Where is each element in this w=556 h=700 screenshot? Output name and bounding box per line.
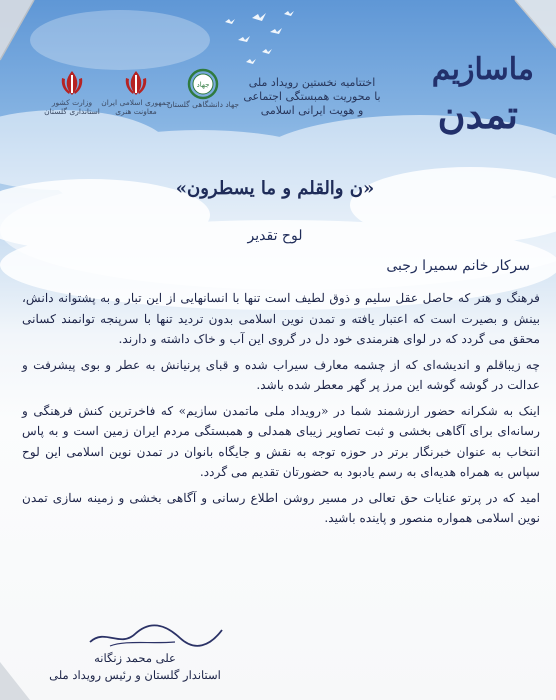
event-subtitle — [242, 76, 382, 118]
handwritten-signature — [80, 620, 230, 652]
flying-birds — [225, 11, 294, 64]
jihad-daneshgahi-logo: جهاد جهاد دانشگاهی گلستان — [166, 68, 240, 109]
certificate-heading: لوح تقدیر — [247, 228, 303, 244]
body-paragraph: چه زیباقلم و اندیشه‌ای که از چشمه معارف سیراب شده و قبای پرنیانش به عطر و بوی پیشرفت و عدالت در گوشه گوشه این مرز پر گهر معطر شده باشد. — [22, 357, 540, 392]
brand-word-2: تمدن — [437, 92, 518, 137]
opening-verse: «ن والقلم و ما یسطرون» — [175, 178, 375, 199]
event-subtitle-line: و هویت ایرانی اسلامی — [260, 104, 364, 117]
signer-block — [40, 650, 230, 684]
certificate-body — [22, 288, 540, 534]
svg-text:جهاد: جهاد — [196, 81, 210, 89]
body-paragraph: اینک به شکرانه حضور ارزشمند شما در «رویداد ملی ماتمدن سازیم» که فاخرترین کنش فرهنگی و رسانه‌ای برای آگاهی بخشی و ثبت تصاویر زیبای همدلی و همبستگی مردم ایران زمین است و به پاس انتخاب به عنوان خبرنگار برتر در حوزه توجه به نقش و جایگاه بانوان در تمدن نوین اسلامی این لوح سپاس به همراه هدیه‌ای به رسم یادبود به حضورتان تقدیم می گردد. — [22, 403, 540, 479]
body-paragraph: امید که در پرتو عنایات حق تعالی در مسیر روشن اطلاع رسانی و آگاهی بخشی و زمینه سازی تمدن نوین اسلامی همواره منصور و پاینده باشید. — [22, 490, 540, 525]
event-subtitle-line: اختتامیه نخستین رویداد ملی — [248, 76, 376, 89]
signer-title: استاندار گلستان و رئیس رویداد ملی — [49, 668, 221, 682]
recipient-name: سرکار خانم سمیرا رجبی — [386, 258, 530, 274]
governorate-logo: جمهوری اسلامی ایران معاونت هنری — [101, 68, 171, 116]
brand-word-1: ماسازیم — [431, 52, 534, 87]
body-paragraph: فرهنگ و هنر که حاصل عقل سلیم و ذوق لطیف است تنها با انسانهایی از این تبار و به پشتوانه دانش، بینش و بصیرت است که اعتبار یافته و تمدن نوین اسلامی بدون تردید تنها با سرپنجه توانمند کسانی محقق می گردد که در لوای هنرمندی خود دل در گروی این آب و خاک داشته و دارند. — [22, 291, 540, 346]
event-brand-title — [382, 50, 542, 150]
jihad-circle-emblem-icon — [187, 68, 219, 100]
interior-ministry-logo: وزارت کشور استانداری گلستان — [37, 68, 107, 116]
event-subtitle-line: با محوریت همبستگی اجتماعی — [243, 90, 381, 103]
signer-name: علی محمد زنگانه — [94, 651, 176, 665]
iran-emblem-icon — [57, 68, 87, 98]
iran-emblem-icon — [121, 68, 151, 98]
